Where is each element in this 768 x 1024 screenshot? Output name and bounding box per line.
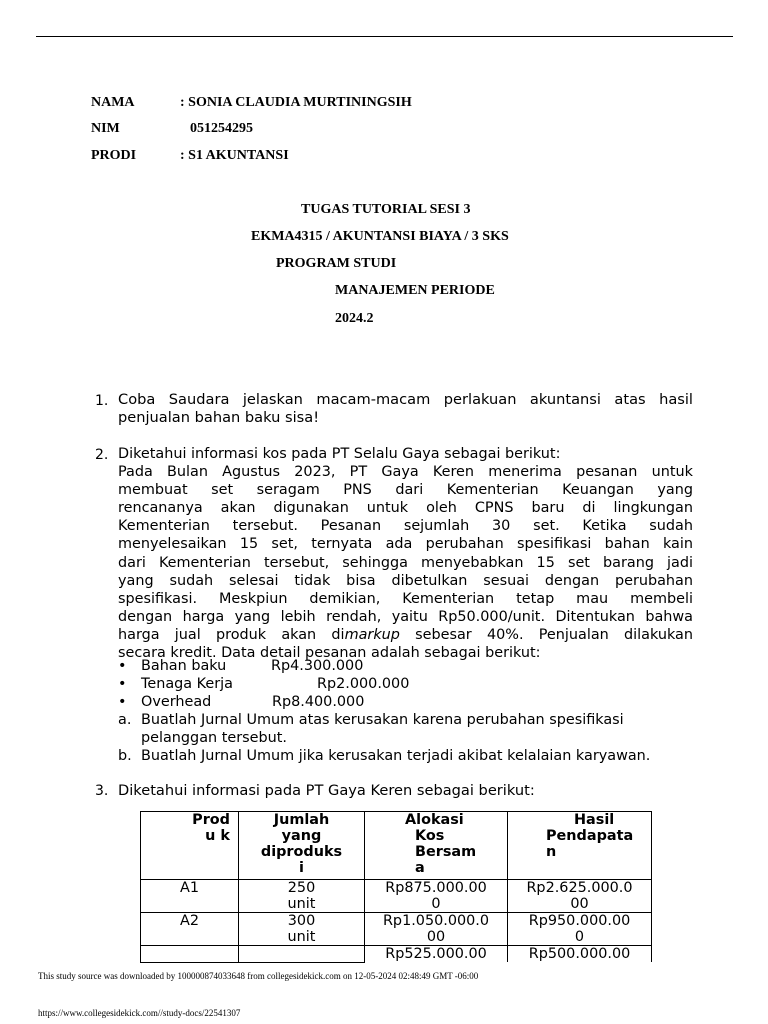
download-notice: This study source was downloaded by 100000874033648 from collegesidekick.com on 12-05-2024 02:48:49 GMT -06:00	[38, 971, 479, 981]
header-produk	[141, 812, 239, 880]
table-row	[141, 913, 652, 946]
title-line-1: TUGAS TUTORIAL SESI 3	[301, 202, 471, 217]
cell-revenue: Rp500.000.00	[508, 946, 652, 963]
header-text: a	[415, 860, 425, 876]
cell-text: 300	[287, 913, 316, 929]
q2-line: dari Kementerian tersebut, sehingga menyebabkan 15 set barang jadi	[118, 554, 693, 571]
cell-text: 250	[287, 880, 316, 896]
bullet-dot: •	[118, 658, 127, 674]
header-text: Prod	[192, 812, 230, 828]
cell-product	[141, 946, 239, 963]
task-b-marker: b.	[118, 748, 132, 764]
cell-alloc	[365, 880, 508, 913]
cell-text: Rp950.000.00	[528, 913, 631, 929]
cell-revenue	[508, 880, 652, 913]
header-text: diproduks	[260, 844, 343, 860]
cell-qty	[239, 880, 365, 913]
header-text: Kos	[415, 828, 445, 844]
cell-text: unit	[287, 896, 316, 912]
cost-value-overhead: Rp8.400.000	[272, 694, 365, 710]
q2-line: Pada Bulan Agustus 2023, PT Gaya Keren menerima pesanan untuk	[118, 464, 693, 481]
markup-pre: harga jual produk akan di	[118, 626, 345, 643]
q1-line-2: penjualan bahan baku sisa!	[118, 409, 320, 427]
data-table	[140, 811, 652, 963]
markup-post: sebesar 40%. Penjualan dilakukan	[399, 626, 693, 643]
cell-alloc: Rp525.000.00	[365, 946, 508, 963]
nim-value: 051254295	[190, 121, 253, 136]
q2-line: rencananya akan digunakan untuk oleh CPNS baru di lingkungan	[118, 500, 693, 517]
nama-label: NAMA	[91, 95, 135, 110]
cell-text: Rp875.000.00	[385, 880, 487, 896]
cost-label-overhead: Overhead	[141, 694, 212, 710]
cost-label-tenaga-kerja: Tenaga Kerja	[141, 676, 233, 692]
title-line-2: EKMA4315 / AKUNTANSI BIAYA / 3 SKS	[251, 229, 509, 244]
cell-product: A2	[141, 913, 239, 946]
header-hasil	[508, 812, 652, 880]
table-header-row	[141, 812, 652, 880]
task-a-line-2: pelanggan tersebut.	[141, 730, 287, 746]
header-jumlah	[239, 812, 365, 880]
cell-text: unit	[287, 929, 316, 945]
header-text: Hasil	[574, 812, 615, 828]
q2-paragraph	[118, 445, 693, 662]
cell-qty	[239, 946, 365, 963]
cell-qty	[239, 913, 365, 946]
q2-intro: Diketahui informasi kos pada PT Selalu Gaya sebagai berikut:	[118, 446, 561, 462]
task-b-text: Buatlah Jurnal Umum jika kerusakan terjadi akibat kelalaian karyawan.	[141, 748, 651, 764]
cost-value-tenaga-kerja: Rp2.000.000	[317, 676, 410, 692]
cell-text: Rp1.050.000.0	[382, 913, 490, 929]
q2-number: 2.	[95, 447, 109, 463]
title-line-5: 2024.2	[335, 311, 374, 326]
task-a-line-1: Buatlah Jurnal Umum atas kerusakan karena perubahan spesifikasi	[141, 712, 624, 728]
task-a-marker: a.	[118, 712, 132, 728]
q1-text	[118, 391, 693, 427]
cell-revenue	[508, 913, 652, 946]
table-row	[141, 946, 652, 963]
q2-line: membuat set seragam PNS dari Kementerian Keuangan yang	[118, 482, 693, 499]
prodi-label: PRODI	[91, 148, 137, 163]
cell-text: 0	[574, 929, 585, 945]
markup-word: markup	[344, 626, 400, 643]
header-text: yang	[281, 828, 322, 844]
title-line-3: PROGRAM STUDI	[276, 256, 397, 271]
cell-text: 0	[431, 896, 441, 912]
header-text: i	[299, 860, 304, 876]
q2-line: menyelesaikan 15 set, ternyata ada perubahan spesifikasi bahan kain	[118, 536, 693, 553]
header-text: n	[546, 844, 557, 860]
header-text: Alokasi	[405, 812, 464, 828]
bullet-dot: •	[118, 676, 127, 692]
cost-value-bahan-baku: Rp4.300.000	[271, 658, 364, 674]
nim-label: NIM	[91, 121, 120, 136]
q3-intro: Diketahui informasi pada PT Gaya Keren sebagai berikut:	[118, 782, 535, 799]
cell-alloc	[365, 913, 508, 946]
q2-markup-line	[118, 626, 693, 644]
header-alokasi	[365, 812, 508, 880]
header-text: u k	[205, 828, 230, 844]
q2-line: Kementerian tersebut. Pesanan sejumlah 30 set. Ketika sudah	[118, 518, 693, 535]
bullet-dot: •	[118, 694, 127, 710]
header-text: Bersam	[415, 844, 477, 860]
source-url[interactable]: https://www.collegesidekick.com//study-docs/22541307	[38, 1008, 241, 1018]
q2-line: dengan harga yang lebih rendah, yaitu Rp50.000/unit. Ditentukan bahwa	[118, 608, 693, 625]
top-rule	[36, 36, 733, 37]
cell-text: 00	[426, 929, 446, 945]
cell-text: Rp2.625.000.0	[526, 880, 633, 896]
cost-label-bahan-baku: Bahan baku	[141, 658, 227, 674]
q2-line: spesifikasi. Meskpiun demikian, Kementerian tetap mau membeli	[118, 590, 693, 607]
table-row	[141, 880, 652, 913]
nama-value: : SONIA CLAUDIA MURTININGSIH	[180, 95, 412, 110]
q1-number: 1.	[95, 393, 109, 409]
q1-line-1: Coba Saudara jelaskan macam-macam perlakuan akuntansi atas hasil	[118, 391, 693, 408]
title-line-4: MANAJEMEN PERIODE	[335, 283, 495, 298]
cell-product: A1	[141, 880, 239, 913]
q2-last-line: secara kredit. Data detail pesanan adalah sebagai berikut:	[118, 645, 541, 662]
prodi-value: : S1 AKUNTANSI	[180, 148, 289, 163]
header-text: Pendapata	[546, 828, 634, 844]
cell-text: 00	[570, 896, 589, 912]
q2-line: yang sudah selesai tidak bisa dibetulkan sesuai dengan perubahan	[118, 572, 693, 589]
q3-number: 3.	[95, 783, 109, 799]
header-text: Jumlah	[273, 812, 330, 828]
